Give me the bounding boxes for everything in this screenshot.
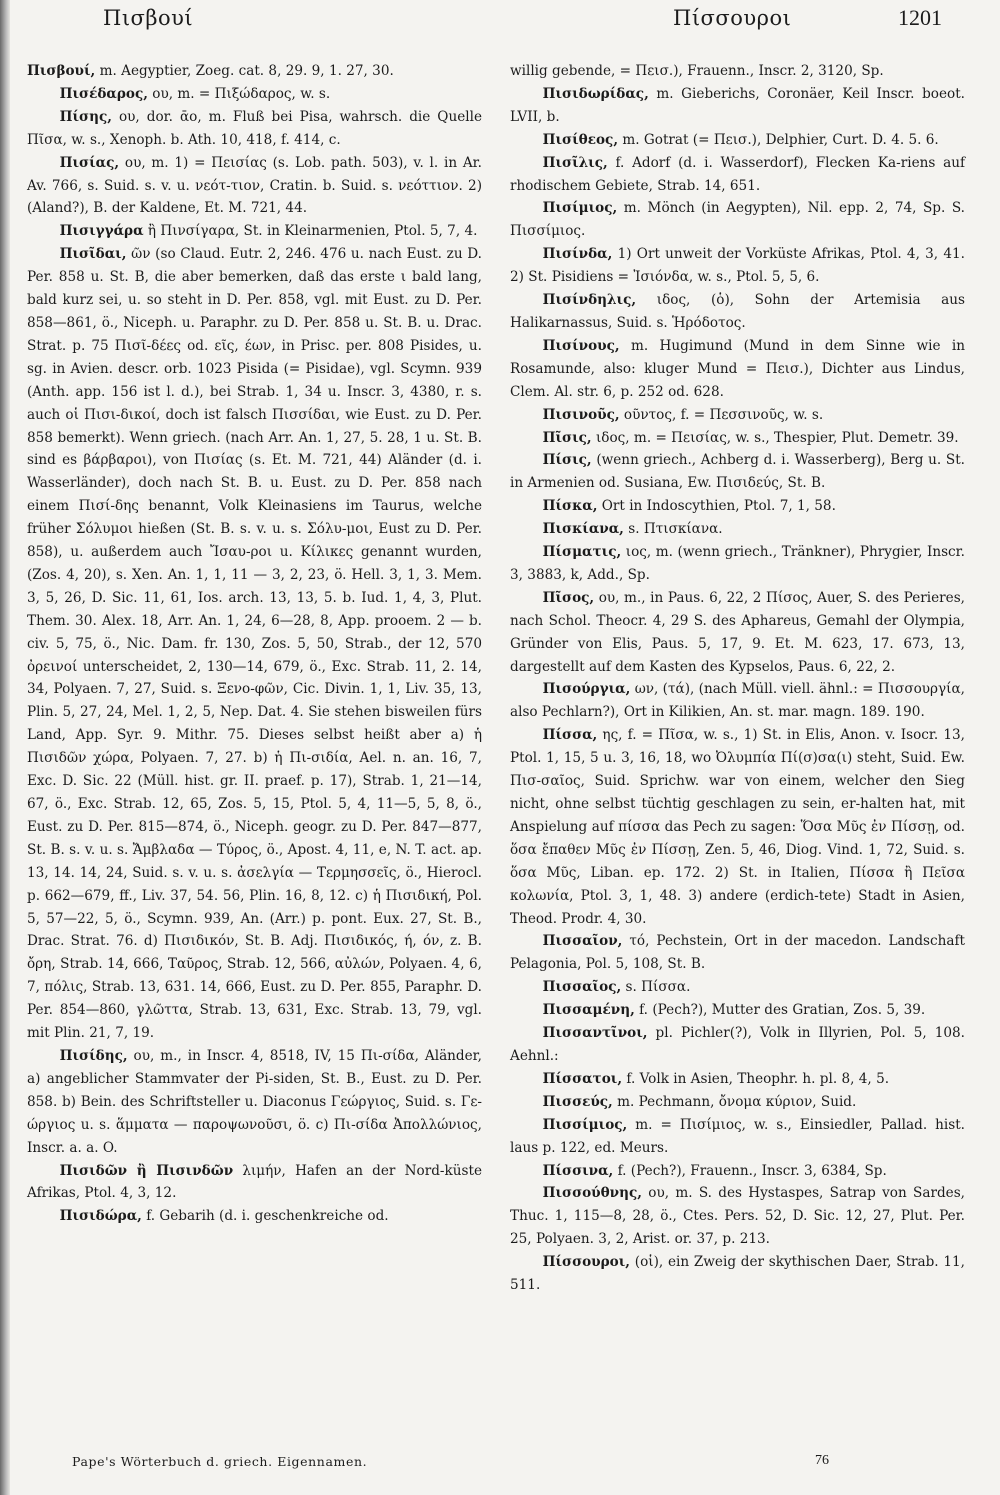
dictionary-entry [27, 220, 482, 243]
left-column [27, 60, 482, 1228]
dictionary-entry [27, 243, 482, 1045]
entry-lemma: Πισῖδαι, [59, 246, 127, 263]
dictionary-entry [510, 335, 965, 404]
entry-lemma: Πίσσουροι, [542, 1254, 631, 1271]
dictionary-entry [510, 197, 965, 243]
entry-text: f. (Pech?), Mutter des Gratian, Zos. 5, 39. [634, 1002, 926, 1019]
sheet-number: 76 [815, 1453, 829, 1468]
entry-text: pl. Pichler(?), Volk in Illyrien, Pol. 5, 108. Aehnl.: [510, 1025, 965, 1064]
entry-text: willig gebende, = Πεισ.), Frauenn., Inscr. 2, 3120, Sp. [510, 63, 884, 79]
entry-text: ου, m. = Πιξώδαρος, w. s. [147, 85, 331, 102]
entry-lemma: Πισινοῦς, [542, 406, 620, 423]
dictionary-entry [510, 1091, 965, 1114]
dictionary-entry [510, 999, 965, 1022]
entry-lemma: Πισιδωρίδας, [542, 85, 649, 102]
dictionary-entry [510, 1022, 965, 1068]
dictionary-entry [27, 106, 482, 152]
entry-text: ου, m., in Paus. 6, 22, 2 Πίσος, Auer, S. des Perieres, nach Schol. Theocr. 4, 29 S. des Aphareus, Gemahl der Olympia, Gründer von Elis, Paus. 5, 17, 9. Et. M. 623, 17. 673, 13, dargestellt auf dem Kasten des Kypselos, Paus. 6, 22, 2. [510, 589, 965, 675]
dictionary-entry [510, 404, 965, 427]
entry-lemma: Πισέδαρος, [59, 85, 148, 102]
entry-lemma: Πισούργια, [542, 681, 631, 698]
dictionary-entry [510, 83, 965, 129]
entry-lemma: Πισσαμένη, [542, 1002, 635, 1019]
entry-text: m. Aegyptier, Zoeg. cat. 8, 29. 9, 1. 27, 30. [95, 63, 394, 79]
entry-text: ου, m. 1) = Πεισίας (s. Lob. path. 503), v. l. in Ar. Av. 766, s. Suid. s. v. u. νεότ-τιον, Cratin. b. Suid. s. νεόττιον. 2) (Aland?), B. der Kaldene, Et. M. 721, 44. [27, 154, 482, 217]
entry-text: s. Πτισκίανα. [623, 521, 723, 538]
entry-text: (wenn griech., Achberg d. i. Wasserberg), Berg u. St. in Armenien od. Susiana, Ew. Πισιδεύς, St. B. [510, 452, 965, 492]
dictionary-entry [510, 289, 965, 335]
entry-text: m. = Πισίμιος, w. s., Einsiedler, Pallad. hist. laus p. 122, ed. Meurs. [510, 1116, 965, 1156]
entry-lemma: Πισιγγάρα [59, 223, 144, 240]
dictionary-entry [510, 976, 965, 999]
entry-text: ιδος, (ὁ), Sohn der Artemisia aus Halikarnassus, Suid. s. Ἡρόδοτος. [510, 292, 965, 331]
entry-lemma: Πισίνους, [542, 337, 620, 354]
entry-lemma: Πίσματις, [542, 544, 622, 561]
entry-text: 1) Ort unweit der Vorküste Afrikas, Ptol. 4, 3, 41. 2) St. Pisidiens = Ἰσιόνδα, w. s., Ptol. 5, 5, 6. [510, 246, 965, 286]
dictionary-entry [510, 1160, 965, 1183]
entry-text: m. Mönch (in Aegypten), Nil. epp. 2, 74, Sp. S. Πισσίμιος. [510, 200, 965, 240]
dictionary-entry [510, 1251, 965, 1297]
entry-lemma: Πισίδης, [59, 1047, 128, 1064]
dictionary-entry [510, 427, 965, 450]
dictionary-entry [510, 129, 965, 152]
entry-text: τό, Pechstein, Ort in der macedon. Landschaft Pelagonia, Pol. 5, 108, St. B. [510, 933, 965, 973]
entry-lemma: Πισσίμιος, [542, 1116, 628, 1133]
entry-text: f. (Pech?), Frauenn., Inscr. 3, 6384, Sp. [613, 1162, 887, 1179]
entry-lemma: Πισσαῖον, [542, 933, 623, 950]
entry-text: ιδος, m. = Πεισίας, w. s., Thespier, Plut. Demetr. 39. [591, 429, 959, 446]
dictionary-entry [510, 1068, 965, 1091]
entry-lemma: Πισίθεος, [542, 131, 619, 148]
dictionary-entry [510, 724, 965, 930]
dictionary-entry [510, 518, 965, 541]
page-header [0, 0, 1000, 40]
dictionary-entry [27, 152, 482, 221]
entry-lemma: Πισιδώρα, [59, 1208, 142, 1225]
entry-lemma: Πίσκα, [542, 498, 598, 515]
entry-lemma: Πισίνδα, [542, 246, 613, 263]
entry-lemma: Πισσεύς, [542, 1093, 613, 1110]
page-number: 1201 [898, 5, 942, 30]
entry-lemma: Πίσσινα, [542, 1162, 614, 1179]
dictionary-entry [27, 60, 482, 83]
entry-text: m. Hugimund (Mund in dem Sinne wie in Rosamunde, also: kluger Mund = Πεισ.), Dichter aus Lindus, Clem. Al. str. 6, p. 252 od. 628. [510, 337, 965, 400]
dictionary-entry [27, 1205, 482, 1228]
entry-text: ου, dor. ᾱο, m. Fluß bei Pisa, wahrsch. die Quelle Πῖσα, w. s., Xenoph. b. Ath. 10, 418, f. 414, c. [27, 108, 482, 148]
entry-text: ων, (τά), (nach Müll. viell. ähnl.: = Πισσουργία, also Pechlarn?), Ort in Kilikien, An. st. mar. magn. 189. 190. [510, 681, 965, 721]
dictionary-entry [510, 152, 965, 198]
entry-lemma: Πισβουί, [27, 63, 96, 79]
dictionary-entry [510, 243, 965, 289]
left-running-headword: Πισβουί [103, 6, 194, 30]
entry-lemma: Πισίας, [59, 154, 120, 171]
entry-text: ης, f. = Πῖσα, w. s., 1) St. in Elis, Anon. v. Isocr. 13, Ptol. 1, 15, 5 u. 3, 16, 18, wo Ὀλυμπία Πί(σ)σα(ι) steht, Suid. Ew. Πισ-σαῖος, Suid. Sprichw. war von einem, welcher den Sieg nicht, ohne selbst tüchtig geschlagen zu sein, er-halten hat, mit Anspielung auf πίσσα das Pech zu sagen: Ὅσα Μῦς ἐν Πίσσῃ, od. ὅσα ἔπαθεν Μῦς ἐν Πίσσῃ, Zen. 5, 46, Diog. Vind. 1, 72, Suid. s. ὅσα Μῦς, Liban. ep. 172. 2) St. in Italien, Πίσσα ἢ Πεῖσα κολωνία, Ptol. 3, 1, 48. 3) andere (erdich-tete) Stadt in Asien, Theod. Prodr. 4, 30. [510, 727, 965, 927]
dictionary-entry [510, 60, 965, 83]
signature-title: Pape's Wörterbuch d. griech. Eigennamen. [72, 1454, 368, 1469]
entry-text: λιμήν, Hafen an der Nord-küste Afrikas, Ptol. 4, 3, 12. [27, 1162, 482, 1202]
entry-lemma: Πῖσος, [542, 589, 595, 606]
dictionary-entry [510, 587, 965, 679]
entry-lemma: Πισιδῶν ἢ Πισινδῶν [59, 1162, 234, 1179]
entry-text: ου, m., in Inscr. 4, 8518, IV, 15 Πι-σίδα, Aländer, a) angeblicher Stammvater der Pi-siden, St. B., Eust. zu D. Per. 858. b) Bein. des Schriftsteller u. Diaconus Γεώργιος, Suid. s. Γε-ώργιος u. s. ἅμματα — παροψωνοῦσι, ö. c) Πι-σίδα Ἀπολλώνιος, Inscr. a. a. O. [27, 1047, 482, 1156]
entry-lemma: Πίσης, [59, 108, 112, 125]
dictionary-entry [510, 449, 965, 495]
entry-text: m. Gieberichs, Coronäer, Keil Inscr. boeot. LVII, b. [510, 85, 965, 125]
entry-lemma: Πισσαῖος, [542, 979, 622, 996]
entry-lemma: Πισίνδηλις, [542, 292, 637, 309]
entry-lemma: Πισκίανα, [542, 521, 624, 538]
book-binding-shadow [0, 0, 10, 1495]
entry-text: Ort in Indoscythien, Ptol. 7, 1, 58. [597, 498, 836, 515]
entry-lemma: Πισῖλις, [542, 154, 608, 171]
right-running-headword: Πίσσουροι [673, 6, 792, 30]
entry-lemma: Πισσούθνης, [542, 1185, 642, 1202]
entry-text: m. Gotrat (= Πεισ.), Delphier, Curt. D. 4. 5. 6. [618, 131, 939, 148]
entry-lemma: Πίσσα, [542, 727, 598, 744]
entry-text: (οἱ), ein Zweig der skythischen Daer, Strab. 11, 511. [510, 1254, 965, 1294]
entry-lemma: Πίσις, [542, 452, 592, 469]
entry-text: f. Gebarih (d. i. geschenkreiche od. [141, 1208, 389, 1225]
dictionary-entry [510, 495, 965, 518]
entry-lemma: Πισίμιος, [542, 200, 618, 217]
entry-text: f. Adorf (d. i. Wasserdorf), Flecken Ka-riens auf rhodischem Gebiete, Strab. 14, 651. [510, 154, 965, 194]
entry-text: ἢ Πινσίγαρα, St. in Kleinarmenien, Ptol. 5, 7, 4. [143, 223, 478, 240]
dictionary-entry [510, 930, 965, 976]
entry-text: m. Pechmann, ὄνομα κύριον, Suid. [612, 1093, 857, 1110]
entry-text: οῦντος, f. = Πεσσινοῦς, w. s. [619, 406, 824, 423]
dictionary-entry [510, 1114, 965, 1160]
dictionary-entry [510, 678, 965, 724]
dictionary-entry [27, 1160, 482, 1206]
entry-lemma: Πῖσις, [542, 429, 592, 446]
right-column [510, 60, 965, 1297]
entry-text: ῶν (so Claud. Eutr. 2, 246. 476 u. nach Eust. zu D. Per. 858 u. St. B, die aber bemerken, daß das erste ι bald lang, bald kurz sei, u. so steht in D. Per. 858, vgl. mit Eust. zu D. Per. 858—861, ö., Niceph. u. Paraphr. zu D. Per. 858 u. St. B. u. Drac. Strat. p. 75 Πισῖ-δέες od. εῖς, έων, in Prisc. per. 808 Pisides, u. sg. in Avien. descr. orb. 1023 Pisida (= Pisidae), vgl. Scymn. 939 (Anth. app. 156 ist l. d.), bei Strab. 1, 34 u. Inscr. 3, 4380, r. s. auch οἱ Πισι-δικοί, doch ist falsch Πισσίδαι, wie Eust. zu D. Per. 858 bemerkt). Wenn griech. (nach Arr. An. 1, 27, 5. 28, 1 u. St. B. sind es βάρβαροι), von Πισίας (s. Et. M. 721, 44) Aländer (d. i. Wasserländer), doch nach St. B. u. Eust. zu D. Per. 858 nach einem Πισί-δης benannt, Volk Kleinasiens im Taurus, welche früher Σόλυμοι hießen (St. B. s. v. u. s. Σόλυ-μοι, Eust zu D. Per. 858), u. außerdem auch Ἴσαυ-ροι u. Κίλικες genannt wurden, (Zos. 4, 20), s. Xen. An. 1, 1, 11 — 3, 2, 23, ö. Hell. 3, 1, 3. Mem. 3, 5, 26, D. Sic. 11, 61, Ios. arch. 13, 13, 5. b. Iud. 1, 4, 3, Plut. Them. 30. Alex. 18, Arr. An. 1, 24, 6—28, 8, App. prooem. 2 — b. civ. 5, 75, ö., Nic. Dam. fr. 130, Zos. 5, 50, Strab., der 12, 570 ὀρεινοί unterscheidet, 2, 130—14, 679, ö., Exc. Strab. 11, 2. 14, 34, Polyaen. 7, 27, Suid. s. Ξενο-φῶν, Cic. Divin. 1, 1, Liv. 35, 13, Plin. 5, 27, 24, Mel. 1, 2, 5, Nep. Dat. 4. Sie stehen bisweilen fürs Land, App. Syr. 9. Mithr. 75. Dieses selbst heißt aber a) ἡ Πισιδῶν χώρα, Polyaen. 7, 27. b) ἡ Πι-σιδία, Ael. n. an. 16, 7, Exc. D. Sic. 22 (Müll. hist. gr. II. praef. p. 17), Strab. 1, 21—14, 67, ö., Exc. Strab. 12, 65, Zos. 5, 15, Ptol. 5, 4, 11—5, 5, 8, ö., Eust. zu D. Per. 815—874, ö., Niceph. geogr. zu D. Per. 847—877, St. B. s. v. u. s. Ἄμβλαδα — Τύρος, ö., Apost. 4, 11, e, N. T. act. ap. 13, 14. 14, 24, Suid. s. v. u. s. ἀσελγία — Τερμησσεῖς, ö., Hierocl. p. 662—679, ff., Liv. 37, 54. 56, Plin. 16, 8, 12. c) ἡ Πισιδική, Pol. 5, 57—22, 5, ö., Scymn. 939, An. (Arr.) p. pont. Eux. 27, St. B., Drac. Strat. 76. d) Πισιδικόν, St. B. Adj. Πισιδικός, ή, όν, z. B. ὄρη, Strab. 14, 666, Ταῦρος, Strab. 12, 566, αὐλών, Polyaen. 4, 6, 7, πόλις, Strab. 13, 631. 14, 666, Eust. zu D. Per. 855, Paraphr. D. Per. 854—860, γλῶττα, Strab. 13, 631, Exc. Strab. 13, 79, vgl. mit Plin. 21, 7, 19. [27, 246, 482, 1042]
entry-text: f. Volk in Asien, Theophr. h. pl. 8, 4, 5. [622, 1070, 890, 1087]
dictionary-entry [27, 83, 482, 106]
entry-text: ου, m. S. des Hystaspes, Satrap von Sardes, Thuc. 1, 115—8, 28, ö., Ctes. Pers. 52, D. Sic. 12, 27, Plut. Per. 25, Polyaen. 3, 2, Arist. or. 37, p. 213. [510, 1185, 965, 1248]
entry-lemma: Πισσαντῖνοι, [542, 1025, 648, 1042]
dictionary-entry [510, 541, 965, 587]
entry-lemma: Πίσσατοι, [542, 1070, 623, 1087]
entry-text: ιος, m. (wenn griech., Tränkner), Phrygier, Inscr. 3, 3883, k, Add., Sp. [510, 544, 965, 583]
dictionary-entry [510, 1182, 965, 1251]
dictionary-entry [27, 1045, 482, 1160]
entry-text: s. Πίσσα. [621, 979, 691, 996]
